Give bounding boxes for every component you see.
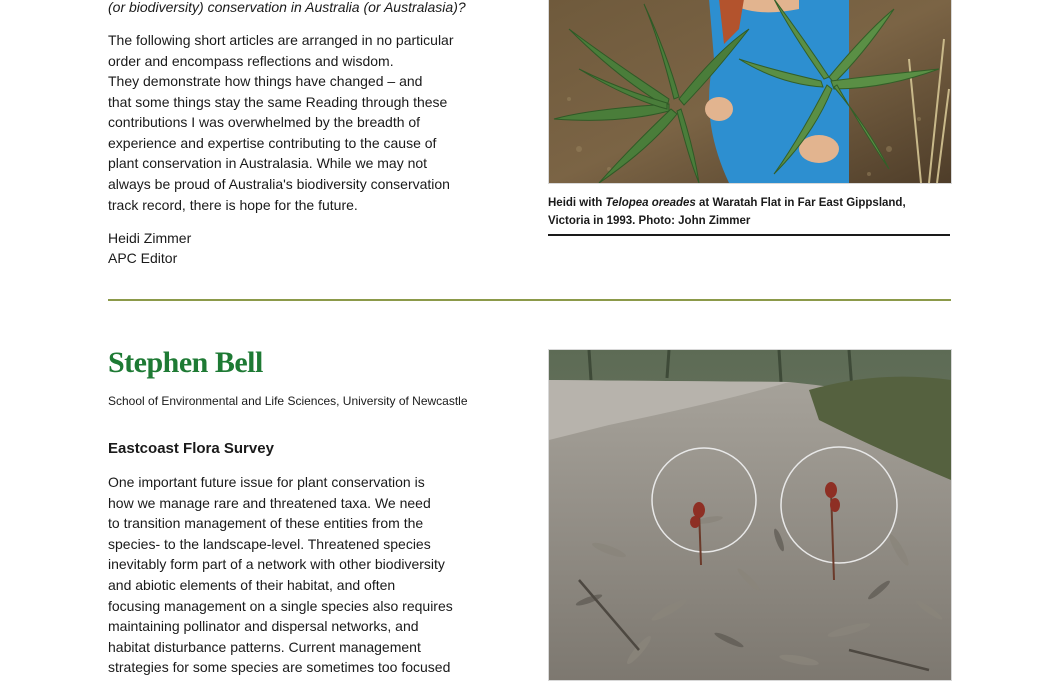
text-line: to transition management of these entities from the <box>108 515 424 532</box>
signature-name: Heidi Zimmer <box>108 230 192 246</box>
text-line: The following short articles are arranged in no particular <box>108 32 454 48</box>
text-line: habitat disturbance patterns. Current management <box>108 638 421 655</box>
text-line: that some things stay the same Reading through these <box>108 93 448 110</box>
author-affiliation: School of Environmental and Life Sciences, University of Newcastle <box>108 394 468 408</box>
caption-line-1 <box>548 194 950 212</box>
editor-signature <box>108 228 191 268</box>
text-line: contributions I was overwhelmed by the breadth of <box>108 114 421 131</box>
text-line: track record, there is hope for the future. <box>108 196 358 213</box>
photo-heidi-telopea <box>548 0 952 184</box>
author-name: Stephen Bell <box>108 346 263 379</box>
text-line: focusing management on a single species also requires <box>108 597 453 614</box>
text-line: inevitably form part of a network with other biodiversity <box>108 556 445 573</box>
text-line: species- to the landscape-level. Threatened species <box>108 535 431 552</box>
intro-question-line: (or biodiversity) conservation in Australia (or Australasia)? <box>108 0 466 15</box>
photo-orchid-habitat <box>548 349 952 681</box>
text-line: strategies for some species are sometimes too focused <box>108 659 451 676</box>
photo-heidi-telopea-image <box>549 0 951 183</box>
signature-role: APC Editor <box>108 250 178 266</box>
text-line: plant conservation in Australasia. While we may not <box>108 155 428 172</box>
text-line: order and encompass reflections and wisdom. <box>108 52 394 69</box>
text-line: and abiotic elements of their habitat, and often <box>108 576 396 593</box>
caption-line-1-post: at Waratah Flat in Far East Gippsland, <box>695 197 906 209</box>
caption-line-2: Victoria in 1993. Photo: John Zimmer <box>548 215 751 227</box>
caption-rule <box>548 234 950 236</box>
section-divider <box>108 299 951 301</box>
text-line: how we manage rare and threatened taxa. We need <box>108 494 431 511</box>
text-line: experience and expertise contributing to the cause of <box>108 134 437 151</box>
section-subheading: Eastcoast Flora Survey <box>108 440 274 457</box>
intro-paragraph-2 <box>108 71 508 215</box>
text-line: One important future issue for plant conservation is <box>108 474 425 490</box>
caption-species-name: Telopea oreades <box>605 197 696 209</box>
caption-line-1-pre: Heidi with <box>548 197 606 209</box>
photo-heidi-caption <box>548 194 950 230</box>
photo-orchid-habitat-image <box>549 350 951 680</box>
text-line: They demonstrate how things have changed – and <box>108 73 423 89</box>
text-line: maintaining pollinator and dispersal networks, and <box>108 618 419 635</box>
text-line: always be proud of Australia's biodiversity conservation <box>108 175 450 192</box>
section-body <box>108 472 518 678</box>
intro-paragraph-1 <box>108 30 508 71</box>
